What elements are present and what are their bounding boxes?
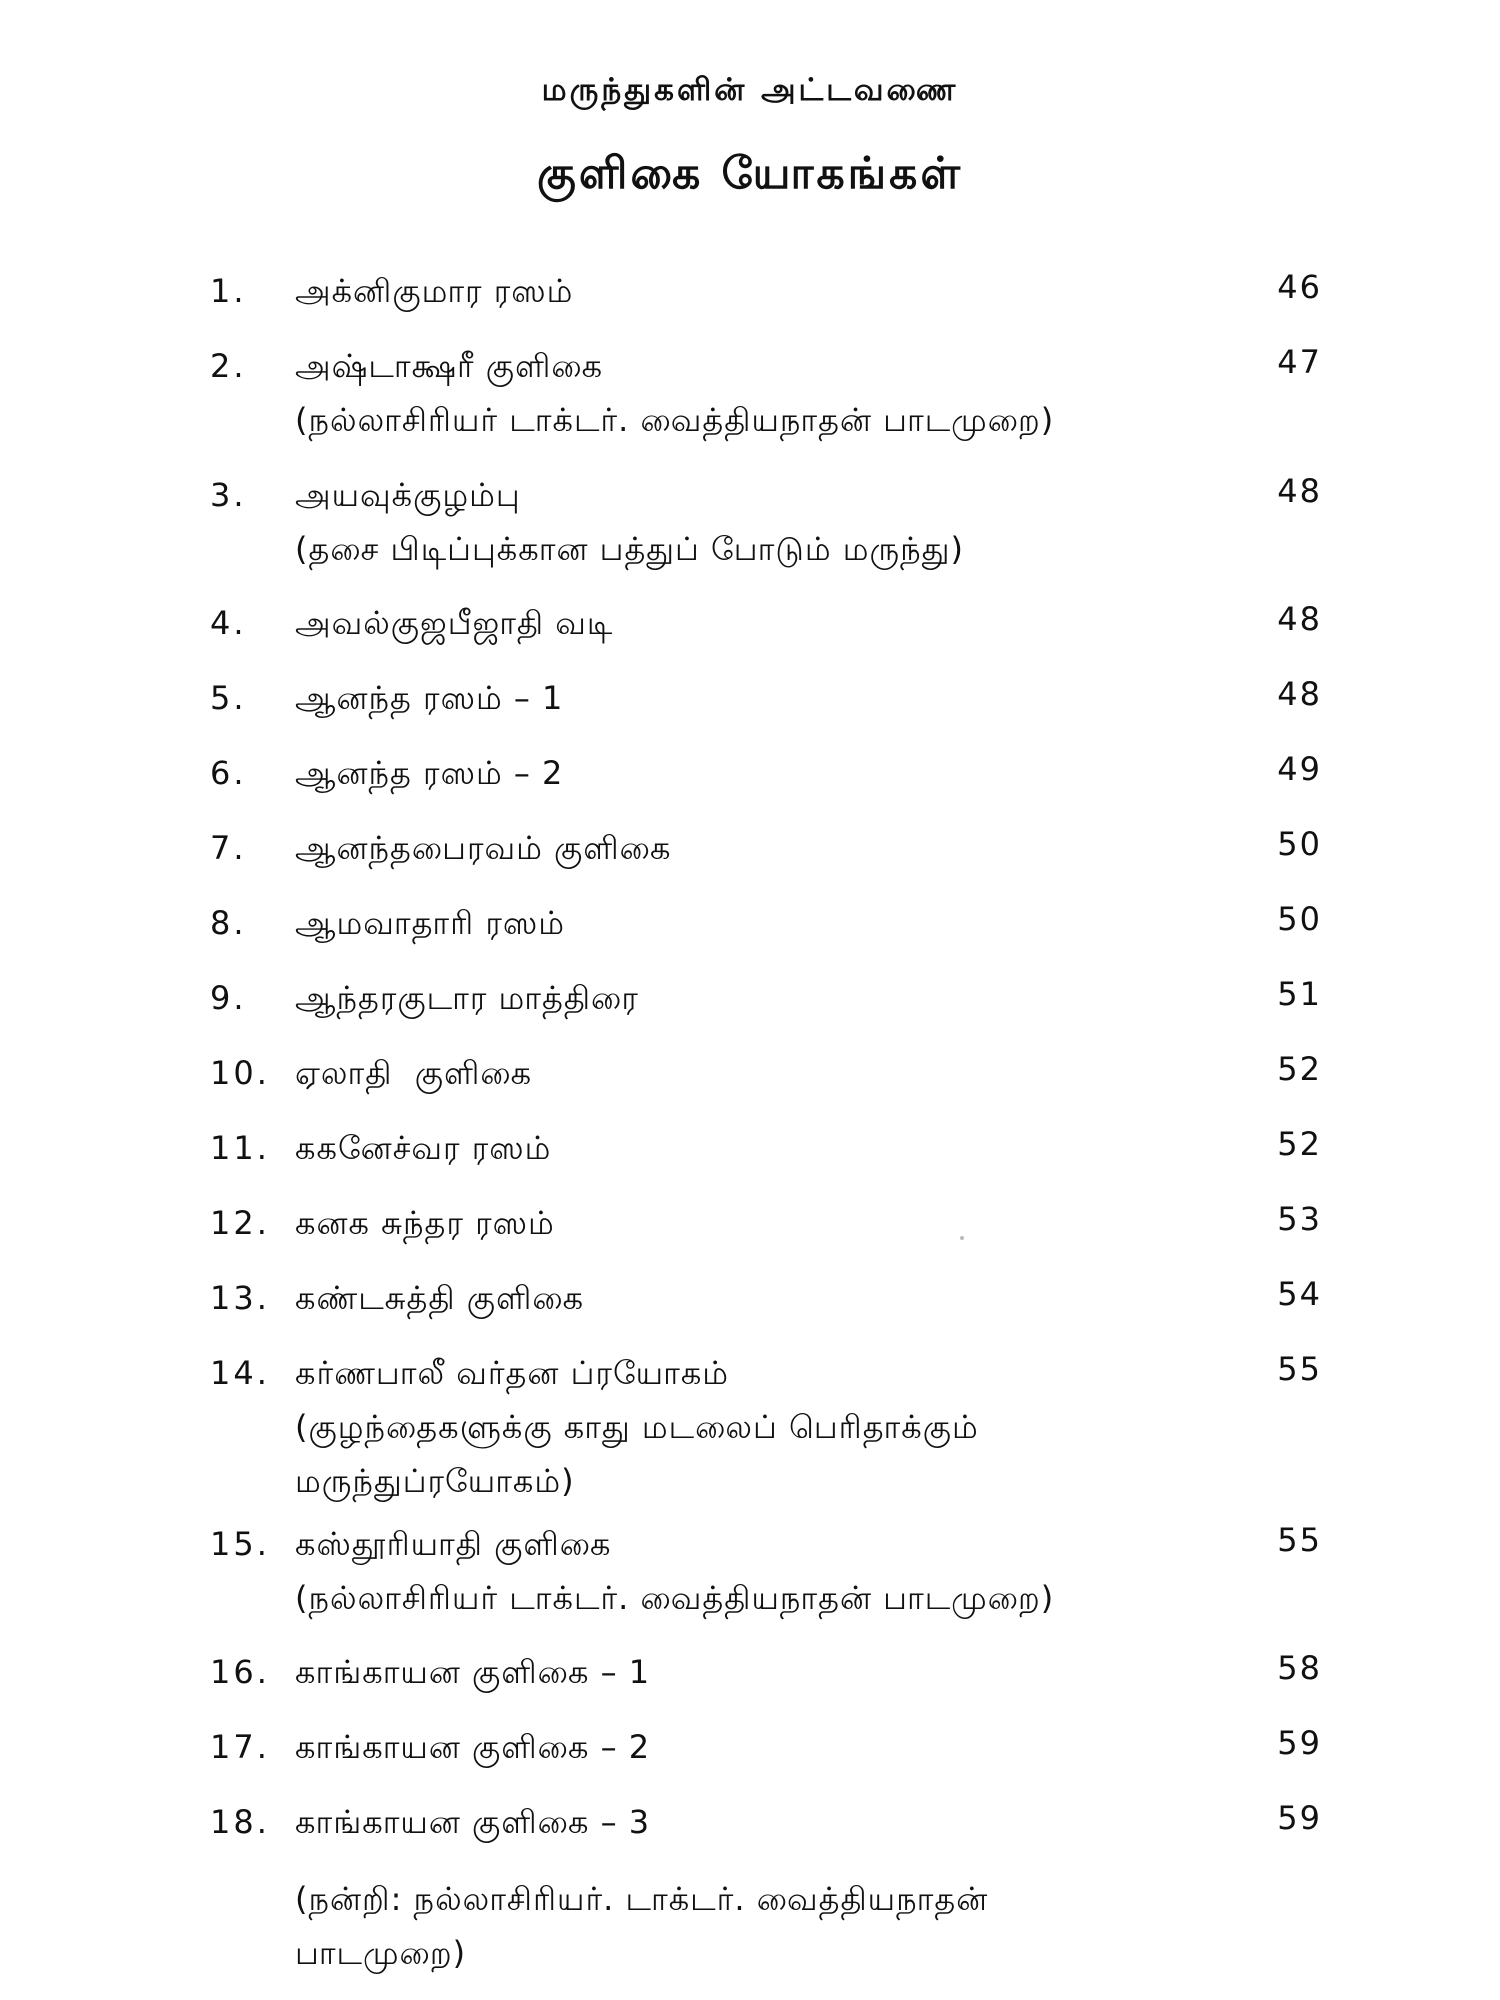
entry-number: 10. xyxy=(210,1054,270,1092)
entry-page-number: 47 xyxy=(1277,343,1322,381)
entry-name xyxy=(295,821,1195,875)
entry-title: ஆனந்த ரஸம் – 1 xyxy=(295,679,564,717)
entry-title: கர்ணபாலீ வர்தன ப்ரயோகம் xyxy=(295,1354,730,1392)
entry-name xyxy=(295,1196,1195,1250)
entry-number: 15. xyxy=(210,1525,270,1563)
entry-name xyxy=(295,1645,1195,1699)
entry-name xyxy=(295,1795,1195,1849)
print-speck xyxy=(960,1236,964,1240)
entry-name xyxy=(295,1121,1195,1175)
entry-page-number: 48 xyxy=(1277,600,1322,638)
entry-page-number: 58 xyxy=(1277,1649,1322,1687)
entry-title: ககனேச்வர ரஸம் xyxy=(295,1129,552,1167)
entry-page-number: 54 xyxy=(1277,1275,1322,1313)
entry-number: 8. xyxy=(210,904,247,942)
entry-title: காங்காயன குளிகை – 3 xyxy=(295,1803,651,1841)
footnote-line: (நன்றி: நல்லாசிரியர். டாக்டர். வைத்தியநாதன் xyxy=(295,1880,989,1918)
entry-number: 17. xyxy=(210,1728,270,1766)
entry-number: 14. xyxy=(210,1354,270,1392)
entry-page-number: 51 xyxy=(1277,975,1322,1013)
entry-note: (குழந்தைகளுக்கு காது மடலைப் பெரிதாக்கும் xyxy=(295,1408,979,1446)
entry-title: ஆனந்தபைரவம் குளிகை xyxy=(295,829,672,867)
entry-number: 12. xyxy=(210,1204,270,1242)
entry-title: அஷ்டாக்ஷரீ குளிகை xyxy=(295,347,604,385)
entry-title: ஆந்தரகுடார மாத்திரை xyxy=(295,979,639,1017)
entry-number: 18. xyxy=(210,1803,270,1841)
entry-number: 13. xyxy=(210,1279,270,1317)
entry-title: காங்காயன குளிகை – 1 xyxy=(295,1653,651,1691)
entry-page-number: 59 xyxy=(1277,1724,1322,1762)
entry-name xyxy=(295,896,1195,950)
entry-note: (தசை பிடிப்புக்கான பத்துப் போடும் மருந்து) xyxy=(295,530,964,568)
entry-name xyxy=(295,1517,1195,1625)
entry-number: 16. xyxy=(210,1653,270,1691)
entry-name xyxy=(295,671,1195,725)
entry-name xyxy=(295,264,1195,318)
entry-title: கஸ்தூரியாதி குளிகை xyxy=(295,1525,612,1563)
entry-title: ஏலாதி குளிகை xyxy=(295,1054,533,1092)
entry-title: அக்னிகுமார ரஸம் xyxy=(295,272,574,310)
entry-title: அயவுக்குழம்பு xyxy=(295,476,521,514)
entry-number: 3. xyxy=(210,476,247,514)
entry-page-number: 46 xyxy=(1277,268,1322,306)
entry-number: 5. xyxy=(210,679,247,717)
entry-name xyxy=(295,1046,1195,1100)
entry-number: 6. xyxy=(210,754,247,792)
entry-number: 4. xyxy=(210,604,247,642)
entry-title: காங்காயன குளிகை – 2 xyxy=(295,1728,651,1766)
entry-page-number: 55 xyxy=(1277,1350,1322,1388)
entry-title: கனக சுந்தர ரஸம் xyxy=(295,1204,555,1242)
entry-name xyxy=(295,1346,1195,1508)
entry-page-number: 50 xyxy=(1277,825,1322,863)
page-subtitle: மருந்துகளின் அட்டவணை xyxy=(541,72,959,108)
entry-page-number: 55 xyxy=(1277,1521,1322,1559)
entry-note: (நல்லாசிரியர் டாக்டர். வைத்தியநாதன் பாடமுறை) xyxy=(295,401,1055,439)
entry-number: 9. xyxy=(210,979,247,1017)
entry-name xyxy=(295,468,1195,576)
entry-name xyxy=(295,1720,1195,1774)
entry-number: 7. xyxy=(210,829,247,867)
entry-title: ஆனந்த ரஸம் – 2 xyxy=(295,754,564,792)
footnote-text xyxy=(295,1872,1195,1980)
entry-page-number: 52 xyxy=(1277,1125,1322,1163)
entry-note: (நல்லாசிரியர் டாக்டர். வைத்தியநாதன் பாடமுறை) xyxy=(295,1579,1055,1617)
entry-note-continued: மருந்துப்ரயோகம்) xyxy=(295,1462,575,1500)
entry-title: ஆமவாதாரி ரஸம் xyxy=(295,904,565,942)
entry-number: 1. xyxy=(210,272,247,310)
footnote-line: பாடமுறை) xyxy=(295,1934,467,1972)
entry-number: 2. xyxy=(210,347,247,385)
entry-name xyxy=(295,339,1195,447)
entry-page-number: 52 xyxy=(1277,1050,1322,1088)
entry-page-number: 48 xyxy=(1277,675,1322,713)
entry-name xyxy=(295,971,1195,1025)
entry-name xyxy=(295,1271,1195,1325)
entry-page-number: 49 xyxy=(1277,750,1322,788)
entry-title: அவல்குஜபீஜாதி வடி xyxy=(295,604,614,642)
entry-number: 11. xyxy=(210,1129,270,1167)
entry-name xyxy=(295,746,1195,800)
page-title: குளிகை யோகங்கள் xyxy=(536,148,964,199)
entry-title: கண்டசுத்தி குளிகை xyxy=(295,1279,585,1317)
entry-name xyxy=(295,596,1195,650)
entry-page-number: 59 xyxy=(1277,1799,1322,1837)
entry-page-number: 50 xyxy=(1277,900,1322,938)
entry-page-number: 48 xyxy=(1277,472,1322,510)
entry-page-number: 53 xyxy=(1277,1200,1322,1238)
